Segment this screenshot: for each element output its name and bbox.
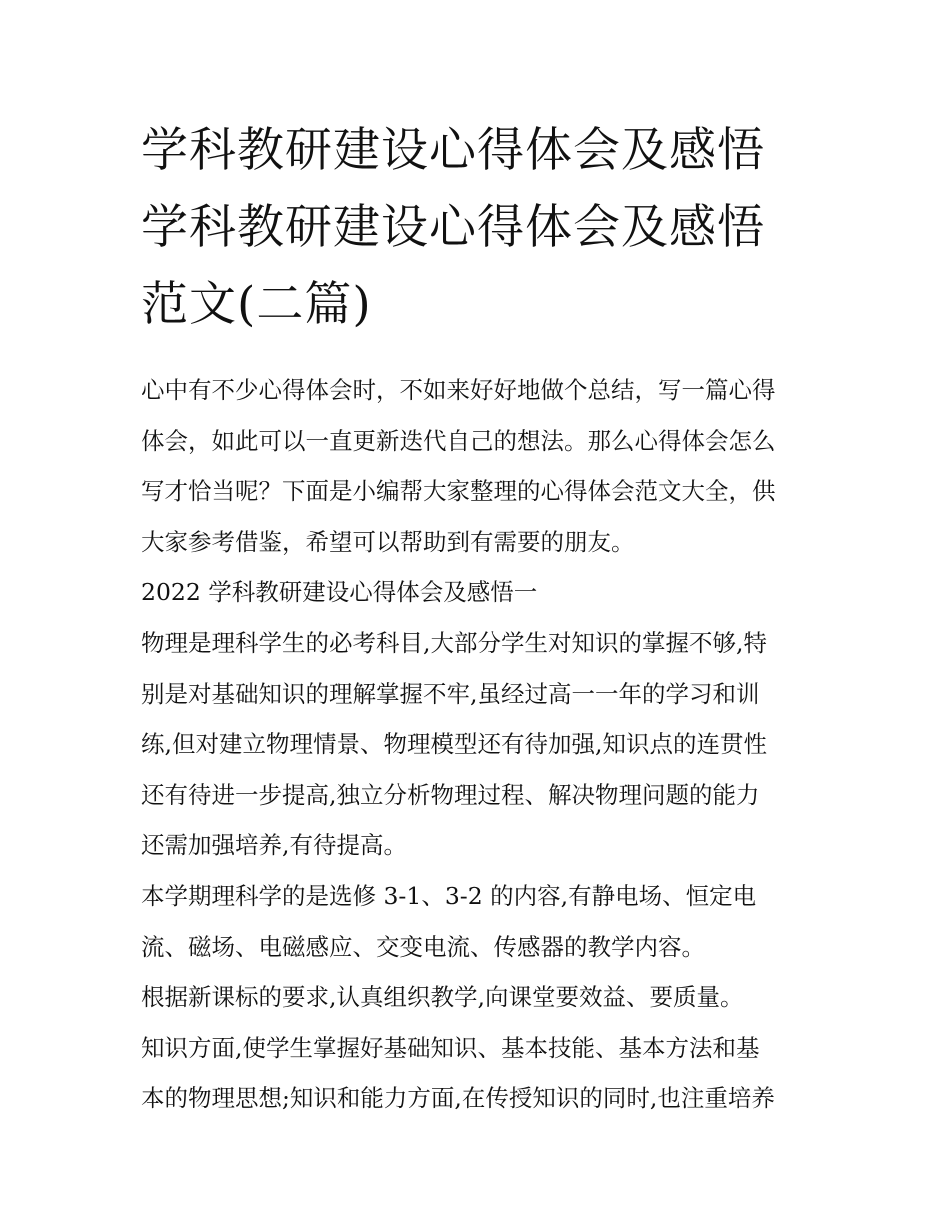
text-line: 本学期理科学的是选修 3-1、3-2 的内容,有静电场、恒定电 xyxy=(141,881,757,910)
text-line: 根据新课标的要求,认真组织教学,向课堂要效益、要质量。 xyxy=(141,983,744,1012)
text-line: 流、磁场、电磁感应、交变电流、传感器的教学内容。 xyxy=(141,932,705,961)
title-line: 学科教研建设心得体会及感悟 xyxy=(141,123,765,178)
document-title xyxy=(141,112,813,343)
text-line: 还有待进一步提高,独立分析物理过程、解决物理问题的能力 xyxy=(141,780,760,809)
body-paragraph xyxy=(141,871,813,972)
text-line: 2022 学科教研建设心得体会及感悟一 xyxy=(141,578,538,607)
text-line: 心中有不少心得体会时，不如来好好地做个总结，写一篇心得 xyxy=(141,376,776,404)
title-line: 学科教研建设心得体会及感悟 xyxy=(141,200,765,255)
text-line: 物理是理科学生的必考科目,大部分学生对知识的掌握不够,特 xyxy=(141,628,767,657)
document-page xyxy=(141,112,813,1124)
intro-paragraph xyxy=(141,365,813,567)
document-body xyxy=(141,365,813,1124)
text-line: 还需加强培养,有待提高。 xyxy=(141,831,407,860)
text-line: 体会，如此可以一直更新迭代自己的想法。那么心得体会怎么 xyxy=(141,426,776,455)
text-line: 大家参考借鉴，希望可以帮助到有需要的朋友。 xyxy=(141,527,635,556)
text-line: 写才恰当呢？下面是小编帮大家整理的心得体会范文大全，供 xyxy=(141,477,776,506)
section-heading xyxy=(141,567,813,618)
body-paragraph xyxy=(141,972,813,1023)
title-line: 范文(二篇) xyxy=(141,277,372,332)
text-line: 练,但对建立物理情景、物理模型还有待加强,知识点的连贯性 xyxy=(141,730,767,759)
text-line: 知识方面,使学生掌握好基础知识、基本技能、基本方法和基 xyxy=(141,1033,760,1062)
text-line: 本的物理思想;知识和能力方面,在传授知识的同时,也注重培养 xyxy=(141,1084,775,1113)
text-line: 别是对基础知识的理解掌握不牢,虽经过高一一年的学习和训 xyxy=(141,679,760,708)
body-paragraph xyxy=(141,1023,813,1124)
body-paragraph xyxy=(141,618,813,871)
